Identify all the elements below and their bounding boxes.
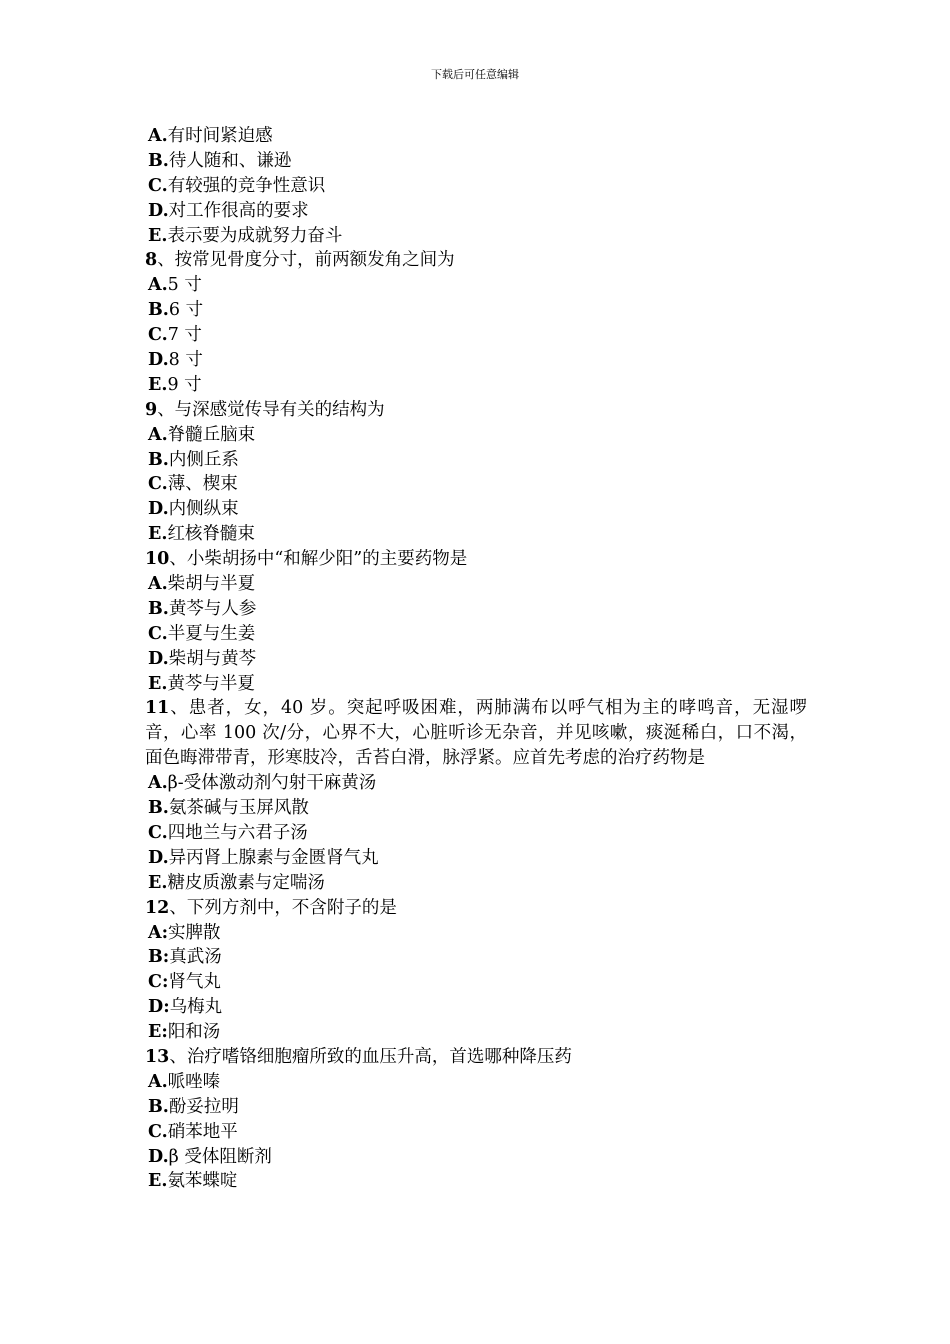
option-text: 9 寸: [167, 374, 202, 395]
option-letter: A: [148, 922, 162, 943]
option-letter: D: [148, 1146, 163, 1167]
option-letter: E: [148, 524, 162, 545]
option-letter: A: [148, 1071, 162, 1092]
question-stem: [145, 896, 807, 921]
option-separator: .: [161, 1121, 168, 1142]
answer-option: [145, 224, 807, 249]
option-letter: A: [148, 773, 162, 794]
answer-option: [145, 199, 807, 224]
option-text: 实脾散: [168, 922, 221, 943]
question-stem: [145, 547, 807, 572]
question-number: 13: [145, 1047, 170, 1067]
option-letter: A: [148, 574, 162, 595]
option-text: 对工作很高的要求: [168, 200, 309, 221]
option-letter: B: [148, 598, 163, 619]
answer-option: [145, 622, 807, 647]
option-letter: B: [148, 1096, 163, 1117]
option-separator: .: [162, 598, 169, 619]
option-separator: .: [161, 872, 168, 893]
option-separator: .: [162, 150, 169, 171]
answer-option: [145, 298, 807, 323]
option-separator: .: [161, 474, 168, 495]
answer-option: [145, 1095, 807, 1120]
option-separator: .: [162, 648, 169, 669]
answer-option: [145, 373, 807, 398]
option-text: 薄、楔束: [167, 474, 238, 495]
option-text: 硝苯地平: [167, 1121, 238, 1142]
option-text: 内侧丘系: [168, 449, 239, 470]
option-separator: :: [161, 972, 169, 993]
option-text: 6 寸: [168, 300, 204, 321]
option-letter: C: [148, 623, 162, 644]
question-text: 、下列方剂中，不含附子的是: [169, 897, 397, 918]
option-letter: E: [148, 374, 162, 395]
option-letter: B: [148, 150, 163, 171]
option-text: 表示要为成就努力奋斗: [167, 225, 343, 246]
answer-option: [145, 970, 807, 995]
question-number: 9: [145, 399, 158, 420]
answer-option: [145, 647, 807, 672]
option-text: 四地兰与六君子汤: [167, 822, 308, 843]
option-letter: C: [148, 1121, 162, 1142]
answer-option: [145, 672, 807, 697]
option-separator: .: [162, 847, 169, 868]
question-text: 、治疗嗜铬细胞瘤所致的血压升高，首选哪种降压药: [169, 1047, 572, 1067]
option-letter: E: [148, 1171, 162, 1192]
answer-option: [145, 1120, 807, 1145]
option-separator: .: [161, 126, 168, 146]
option-separator: :: [161, 922, 169, 943]
option-letter: C: [148, 175, 162, 196]
question-number: 12: [145, 897, 170, 918]
answer-option: [145, 821, 807, 846]
option-separator: .: [161, 1171, 168, 1192]
option-letter: D: [148, 847, 163, 868]
option-separator: .: [161, 524, 168, 545]
answer-option: [145, 522, 807, 547]
option-separator: .: [162, 1146, 169, 1167]
option-separator: .: [162, 499, 169, 520]
option-separator: .: [162, 350, 169, 371]
option-separator: .: [161, 623, 168, 644]
option-separator: .: [161, 424, 168, 445]
option-letter: E: [148, 1022, 162, 1043]
option-separator: .: [161, 275, 168, 296]
answer-option: [145, 771, 807, 796]
option-letter: B: [148, 449, 163, 470]
option-text: 氨苯蝶啶: [167, 1171, 238, 1192]
option-letter: C: [148, 972, 162, 993]
option-separator: .: [161, 325, 168, 346]
answer-option: [145, 448, 807, 473]
answer-option: [145, 1020, 807, 1045]
option-letter: A: [148, 275, 162, 296]
option-letter: D: [148, 648, 163, 669]
question-text: 、与深感觉传导有关的结构为: [157, 399, 385, 420]
answer-option: [145, 945, 807, 970]
question-text: 、小柴胡扬中“和解少阳”的主要药物是: [169, 549, 468, 570]
option-text: 8 寸: [168, 350, 203, 371]
option-text: 乌梅丸: [169, 997, 223, 1018]
option-text: 糖皮质激素与定喘汤: [167, 872, 325, 893]
option-separator: .: [162, 798, 169, 819]
option-separator: :: [162, 947, 170, 968]
question-stem: [145, 696, 807, 771]
option-separator: .: [162, 449, 169, 470]
option-letter: B: [148, 300, 163, 321]
option-separator: .: [161, 673, 168, 694]
option-letter: D: [148, 350, 163, 371]
option-letter: E: [148, 673, 162, 694]
option-text: 氨茶碱与玉屏风散: [168, 798, 309, 819]
option-text: β-受体激动剂勺射干麻黄汤: [167, 773, 377, 794]
option-letter: B: [148, 798, 163, 819]
question-number: 8: [145, 250, 158, 271]
answer-option: [145, 323, 807, 348]
document-body: [145, 124, 807, 1194]
option-letter: A: [148, 424, 162, 445]
option-text: 阳和汤: [167, 1022, 221, 1043]
page-header: 下载后可任意编辑: [431, 68, 519, 81]
option-text: 半夏与生姜: [167, 623, 256, 644]
question-number: 10: [145, 549, 170, 570]
answer-option: [145, 597, 807, 622]
option-text: 柴胡与半夏: [167, 574, 256, 595]
option-letter: D: [148, 499, 163, 520]
option-separator: .: [161, 225, 168, 246]
answer-option: [145, 273, 807, 298]
answer-option: [145, 871, 807, 896]
option-text: 有时间紧迫感: [167, 126, 273, 146]
option-letter: C: [148, 822, 162, 843]
option-text: 真武汤: [169, 947, 222, 968]
option-text: 异丙肾上腺素与金匮肾气丸: [168, 847, 379, 868]
answer-option: [145, 1169, 807, 1194]
option-letter: E: [148, 872, 162, 893]
option-letter: A: [148, 126, 162, 146]
question-stem: [145, 398, 807, 423]
question-number: 11: [145, 698, 170, 719]
option-separator: .: [162, 200, 169, 221]
option-letter: C: [148, 325, 162, 346]
option-text: 内侧纵束: [168, 499, 239, 520]
option-separator: .: [161, 175, 168, 196]
option-text: 哌唑嗪: [167, 1071, 221, 1092]
option-text: 有较强的竞争性意识: [167, 175, 326, 196]
answer-option: [145, 572, 807, 597]
answer-option: [145, 124, 807, 149]
answer-option: [145, 348, 807, 373]
answer-option: [145, 423, 807, 448]
option-text: 5 寸: [167, 275, 202, 296]
option-letter: B: [148, 947, 163, 968]
answer-option: [145, 796, 807, 821]
option-separator: :: [161, 1022, 168, 1043]
question-text: 、患者，女，40 岁。突起呼吸困难，两肺满布以呼气相为主的哮鸣音，无湿啰音，心率 100 次/分，心界不大，心脏听诊无杂音，并见咳嗽，痰涎稀白，口不渴，面色晦滞带青，形寒肢冷，舌苔白滑，脉浮紧。应首先考虑的治疗药物是: [145, 698, 807, 769]
option-separator: .: [161, 1071, 168, 1092]
option-text: 酚妥拉明: [168, 1096, 239, 1117]
option-separator: .: [162, 1096, 169, 1117]
answer-option: [145, 995, 807, 1020]
answer-option: [145, 149, 807, 174]
option-separator: :: [163, 997, 170, 1018]
option-letter: D: [148, 200, 163, 221]
option-text: 待人随和、谦逊: [168, 150, 292, 171]
option-text: β 受体阻断剂: [168, 1146, 272, 1167]
option-separator: .: [162, 300, 169, 321]
option-text: 7 寸: [167, 325, 202, 346]
answer-option: [145, 174, 807, 199]
option-letter: E: [148, 225, 162, 246]
option-text: 红核脊髓束: [167, 524, 255, 545]
option-letter: C: [148, 474, 162, 495]
answer-option: [145, 921, 807, 946]
question-text: 、按常见骨度分寸，前两额发角之间为: [157, 250, 455, 271]
question-stem: [145, 1045, 807, 1070]
answer-option: [145, 1070, 807, 1095]
answer-option: [145, 1145, 807, 1170]
answer-option: [145, 497, 807, 522]
option-separator: .: [161, 574, 168, 595]
option-separator: .: [161, 773, 168, 794]
option-separator: .: [161, 374, 168, 395]
answer-option: [145, 472, 807, 497]
question-stem: [145, 248, 807, 273]
option-separator: .: [161, 822, 168, 843]
option-text: 肾气丸: [168, 972, 221, 993]
option-text: 黄芩与半夏: [167, 673, 255, 694]
option-text: 黄芩与人参: [168, 598, 257, 619]
answer-option: [145, 846, 807, 871]
option-letter: D: [148, 997, 164, 1018]
option-text: 柴胡与黄芩: [168, 648, 257, 669]
option-text: 脊髓丘脑束: [167, 424, 256, 445]
